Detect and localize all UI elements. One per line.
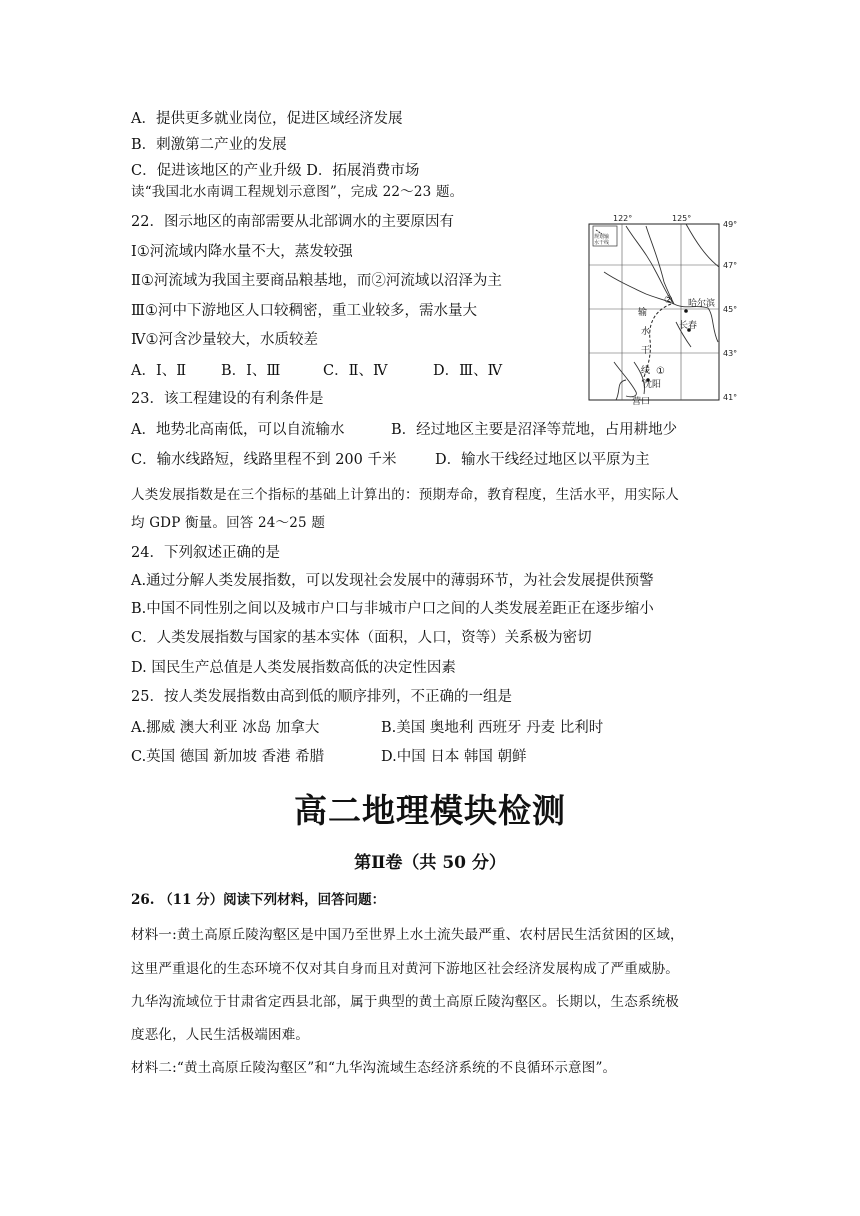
line-char-1: 输: [638, 308, 648, 318]
q26-material1-line3: 九华沟流域位于甘肃省定西县北部，属于典型的黄土高原丘陵沟壑区。长期以，生态系统极: [131, 994, 679, 1010]
q21-option-b: B．刺激第二产业的发展: [131, 137, 287, 153]
lat-label-47: 47°: [723, 261, 738, 270]
q22-item-ii: Ⅱ①河流域为我国主要商品粮基地，而②河流域以沼泽为主: [131, 273, 502, 289]
intro-22-23: 读“我国北水南调工程规划示意图”，完成 22～23 题。: [131, 184, 464, 200]
q23-option-b: B．经过地区主要是沼泽等荒地，占用耕地少: [391, 422, 678, 438]
q24-option-b: B.中国不同性别之间以及城市户口与非城市户口之间的人类发展差距正在逐步缩小: [131, 601, 654, 617]
q25-option-b: B.美国 奥地利 西班牙 丹麦 比利时: [381, 720, 604, 736]
q26-stem: 26. （11 分）阅读下列材料，回答问题：: [131, 892, 386, 908]
line-char-2: 水: [641, 327, 651, 337]
q22-option-b: B．Ⅰ、Ⅲ: [221, 363, 281, 379]
lat-label-45: 45°: [723, 305, 738, 314]
q24-option-a: A.通过分解人类发展指数，可以发现社会发展中的薄弱环节，为社会发展提供预警: [131, 573, 654, 589]
q25-option-a: A.挪威 澳大利亚 冰岛 加拿大: [131, 720, 320, 736]
page-title: 高二地理模块检测: [294, 791, 566, 830]
q25-option-d: D.中国 日本 韩国 朝鲜: [381, 749, 527, 765]
legend-label: 规划输: [594, 234, 610, 240]
q25-stem: 25．按人类发展指数由高到低的顺序排列，不正确的一组是: [131, 689, 512, 705]
intro-24-25-line2: 均 GDP 衡量。回答 24～25 题: [131, 515, 326, 531]
intro-24-25-line1: 人类发展指数是在三个指标的基础上计算出的：预期寿命，教育程度，生活水平，用实际人: [131, 487, 679, 503]
water-transfer-map: [586, 212, 746, 407]
q23-stem: 23．该工程建设的有利条件是: [131, 391, 324, 407]
river-mark-1: ①: [656, 366, 665, 377]
q21-option-cd: C．促进该地区的产业升级 D．拓展消费市场: [131, 163, 420, 179]
svg-text:水干线: 水干线: [594, 240, 610, 246]
q26-material1-line1: 材料一:黄土高原丘陵沟壑区是中国乃至世界上水土流失最严重、农村居民生活贫困的区域，: [131, 927, 684, 943]
q22-option-d: D．Ⅲ、Ⅳ: [433, 363, 503, 379]
q24-stem: 24．下列叙述正确的是: [131, 545, 280, 561]
q22-item-iii: Ⅲ①河中下游地区人口较稠密，重工业较多，需水量大: [131, 303, 477, 319]
river-mark-2: ②: [664, 295, 673, 306]
lat-label-41: 41°: [723, 393, 738, 402]
q23-option-a: A．地势北高南低，可以自流输水: [131, 422, 345, 438]
q26-material1-line2: 这里严重退化的生态环境不仅对其自身而且对黄河下游地区社会经济发展构成了严重威胁。: [131, 961, 679, 977]
q24-option-c: C．人类发展指数与国家的基本实体（面积，人口，资等）关系极为密切: [131, 630, 592, 646]
q22-option-c: C．Ⅱ、Ⅳ: [323, 363, 388, 379]
lat-label-43: 43°: [723, 349, 738, 358]
q22-stem: 22．图示地区的南部需要从北部调水的主要原因有: [131, 214, 454, 230]
line-char-3: 干: [641, 346, 651, 356]
lon-label-122: 122°: [613, 214, 633, 223]
q23-option-d: D．输水干线经过地区以平原为主: [435, 452, 650, 468]
section-subtitle: 第Ⅱ卷（共 50 分）: [354, 853, 506, 873]
q22-item-i: Ⅰ①河流域内降水量不大，蒸发较强: [131, 244, 353, 260]
q22-item-iv: Ⅳ①河含沙量较大，水质较差: [131, 332, 318, 348]
city-harbin: 哈尔滨: [688, 299, 716, 309]
q25-option-c: C.英国 德国 新加坡 香港 希腊: [131, 749, 325, 765]
city-changchun: 长春: [679, 321, 698, 331]
city-yingkou: 营口: [632, 397, 651, 407]
city-shenyang: 沈阳: [643, 380, 662, 390]
q26-material1-line4: 度恶化，人民生活极端困难。: [131, 1027, 310, 1043]
line-char-4: 线: [641, 366, 651, 376]
q22-option-a: A．Ⅰ、Ⅱ: [131, 363, 187, 379]
lon-label-125: 125°: [672, 214, 692, 223]
q21-option-a: A．提供更多就业岗位，促进区域经济发展: [131, 111, 403, 127]
q26-material2: 材料二:“黄土高原丘陵沟壑区”和“九华沟流域生态经济系统的不良循环示意图”。: [131, 1060, 617, 1076]
lat-label-49: 49°: [723, 220, 738, 229]
q24-option-d: D. 国民生产总值是人类发展指数高低的决定性因素: [131, 660, 456, 676]
q23-option-c: C．输水线路短，线路里程不到 200 千米: [131, 452, 397, 468]
